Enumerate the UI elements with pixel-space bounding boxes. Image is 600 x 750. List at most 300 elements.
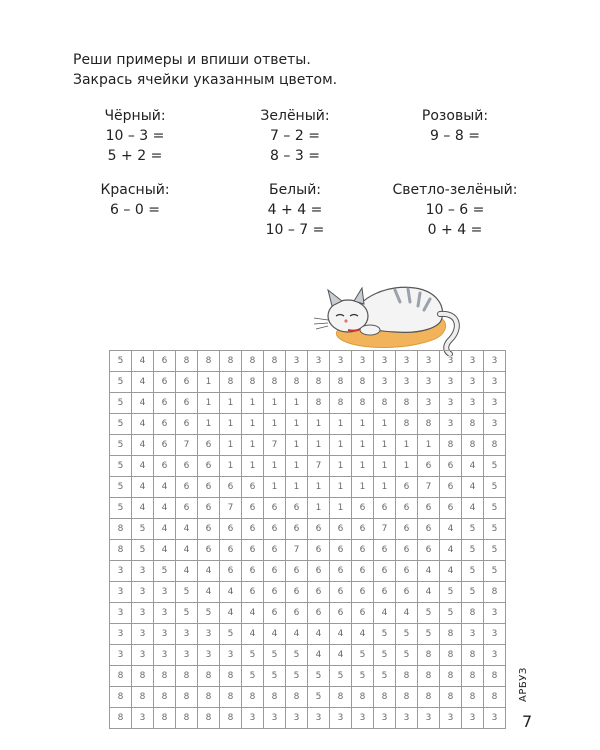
grid-cell[interactable]: 4 bbox=[286, 624, 308, 645]
grid-cell[interactable]: 3 bbox=[418, 708, 440, 729]
grid-cell[interactable]: 4 bbox=[462, 477, 484, 498]
grid-cell[interactable]: 6 bbox=[396, 477, 418, 498]
grid-cell[interactable]: 3 bbox=[374, 708, 396, 729]
grid-cell[interactable]: 6 bbox=[286, 519, 308, 540]
grid-cell[interactable]: 3 bbox=[264, 708, 286, 729]
grid-cell[interactable]: 5 bbox=[484, 498, 506, 519]
grid-cell[interactable]: 5 bbox=[374, 624, 396, 645]
grid-cell[interactable]: 5 bbox=[308, 687, 330, 708]
grid-cell[interactable]: 8 bbox=[198, 351, 220, 372]
grid-cell[interactable]: 6 bbox=[220, 519, 242, 540]
grid-cell[interactable]: 5 bbox=[110, 372, 132, 393]
grid-cell[interactable]: 4 bbox=[176, 540, 198, 561]
grid-cell[interactable]: 1 bbox=[242, 456, 264, 477]
grid-cell[interactable]: 4 bbox=[330, 645, 352, 666]
grid-cell[interactable]: 5 bbox=[220, 624, 242, 645]
grid-cell[interactable]: 3 bbox=[462, 393, 484, 414]
grid-cell[interactable]: 3 bbox=[286, 708, 308, 729]
grid-cell[interactable]: 4 bbox=[154, 540, 176, 561]
grid-cell[interactable]: 8 bbox=[396, 414, 418, 435]
grid-cell[interactable]: 6 bbox=[198, 435, 220, 456]
grid-cell[interactable]: 6 bbox=[352, 561, 374, 582]
grid-cell[interactable]: 4 bbox=[242, 603, 264, 624]
grid-cell[interactable]: 1 bbox=[330, 456, 352, 477]
grid-cell[interactable]: 6 bbox=[308, 540, 330, 561]
grid-cell[interactable]: 4 bbox=[176, 561, 198, 582]
grid-cell[interactable]: 6 bbox=[374, 582, 396, 603]
grid-cell[interactable]: 1 bbox=[286, 456, 308, 477]
grid-cell[interactable]: 6 bbox=[220, 561, 242, 582]
grid-cell[interactable]: 8 bbox=[242, 687, 264, 708]
grid-cell[interactable]: 5 bbox=[484, 540, 506, 561]
grid-cell[interactable]: 5 bbox=[286, 666, 308, 687]
grid-cell[interactable]: 4 bbox=[462, 456, 484, 477]
grid-cell[interactable]: 5 bbox=[198, 603, 220, 624]
grid-cell[interactable]: 4 bbox=[220, 582, 242, 603]
grid-cell[interactable]: 6 bbox=[286, 603, 308, 624]
grid-cell[interactable]: 8 bbox=[220, 372, 242, 393]
grid-cell[interactable]: 8 bbox=[242, 372, 264, 393]
grid-cell[interactable]: 5 bbox=[110, 393, 132, 414]
grid-cell[interactable]: 3 bbox=[110, 561, 132, 582]
grid-cell[interactable]: 7 bbox=[264, 435, 286, 456]
grid-cell[interactable]: 3 bbox=[132, 603, 154, 624]
grid-cell[interactable]: 1 bbox=[198, 393, 220, 414]
grid-cell[interactable]: 6 bbox=[264, 540, 286, 561]
grid-cell[interactable]: 3 bbox=[418, 351, 440, 372]
grid-cell[interactable]: 3 bbox=[462, 624, 484, 645]
grid-cell[interactable]: 6 bbox=[176, 372, 198, 393]
grid-cell[interactable]: 5 bbox=[440, 582, 462, 603]
grid-cell[interactable]: 6 bbox=[330, 582, 352, 603]
grid-cell[interactable]: 3 bbox=[132, 624, 154, 645]
grid-cell[interactable]: 1 bbox=[418, 435, 440, 456]
grid-cell[interactable]: 8 bbox=[154, 708, 176, 729]
grid-cell[interactable]: 4 bbox=[440, 540, 462, 561]
grid-cell[interactable]: 6 bbox=[330, 561, 352, 582]
grid-cell[interactable]: 3 bbox=[110, 624, 132, 645]
grid-cell[interactable]: 8 bbox=[330, 372, 352, 393]
grid-cell[interactable]: 1 bbox=[198, 414, 220, 435]
grid-cell[interactable]: 4 bbox=[418, 582, 440, 603]
grid-cell[interactable]: 1 bbox=[330, 435, 352, 456]
grid-cell[interactable]: 3 bbox=[462, 708, 484, 729]
grid-cell[interactable]: 8 bbox=[462, 645, 484, 666]
grid-cell[interactable]: 5 bbox=[110, 351, 132, 372]
grid-cell[interactable]: 3 bbox=[462, 351, 484, 372]
grid-cell[interactable]: 8 bbox=[264, 687, 286, 708]
grid-cell[interactable]: 8 bbox=[132, 666, 154, 687]
grid-cell[interactable]: 1 bbox=[220, 414, 242, 435]
grid-cell[interactable]: 1 bbox=[220, 435, 242, 456]
grid-cell[interactable]: 1 bbox=[286, 393, 308, 414]
grid-cell[interactable]: 6 bbox=[440, 498, 462, 519]
grid-cell[interactable]: 5 bbox=[462, 540, 484, 561]
grid-cell[interactable]: 8 bbox=[352, 393, 374, 414]
grid-cell[interactable]: 8 bbox=[462, 435, 484, 456]
grid-cell[interactable]: 3 bbox=[110, 603, 132, 624]
grid-cell[interactable]: 1 bbox=[352, 456, 374, 477]
grid-cell[interactable]: 4 bbox=[132, 435, 154, 456]
grid-cell[interactable]: 5 bbox=[110, 477, 132, 498]
grid-cell[interactable]: 6 bbox=[198, 519, 220, 540]
grid-cell[interactable]: 3 bbox=[484, 372, 506, 393]
grid-cell[interactable]: 3 bbox=[176, 624, 198, 645]
grid-cell[interactable]: 3 bbox=[154, 624, 176, 645]
grid-cell[interactable]: 6 bbox=[374, 561, 396, 582]
grid-cell[interactable]: 1 bbox=[242, 435, 264, 456]
grid-cell[interactable]: 8 bbox=[154, 666, 176, 687]
grid-cell[interactable]: 3 bbox=[374, 351, 396, 372]
grid-cell[interactable]: 3 bbox=[110, 645, 132, 666]
grid-cell[interactable]: 1 bbox=[198, 372, 220, 393]
grid-cell[interactable]: 5 bbox=[110, 456, 132, 477]
grid-cell[interactable]: 6 bbox=[242, 561, 264, 582]
grid-cell[interactable]: 8 bbox=[110, 519, 132, 540]
grid-cell[interactable]: 3 bbox=[484, 414, 506, 435]
grid-cell[interactable]: 1 bbox=[330, 414, 352, 435]
grid-cell[interactable]: 1 bbox=[242, 393, 264, 414]
grid-cell[interactable]: 4 bbox=[176, 519, 198, 540]
grid-cell[interactable]: 4 bbox=[154, 477, 176, 498]
grid-cell[interactable]: 3 bbox=[176, 645, 198, 666]
grid-cell[interactable]: 8 bbox=[396, 687, 418, 708]
grid-cell[interactable]: 3 bbox=[132, 708, 154, 729]
grid-cell[interactable]: 6 bbox=[154, 393, 176, 414]
grid-cell[interactable]: 4 bbox=[132, 456, 154, 477]
grid-cell[interactable]: 3 bbox=[154, 582, 176, 603]
grid-cell[interactable]: 8 bbox=[110, 666, 132, 687]
grid-cell[interactable]: 5 bbox=[374, 645, 396, 666]
grid-cell[interactable]: 3 bbox=[352, 708, 374, 729]
grid-cell[interactable]: 4 bbox=[396, 603, 418, 624]
grid-cell[interactable]: 5 bbox=[176, 603, 198, 624]
grid-cell[interactable]: 6 bbox=[352, 582, 374, 603]
grid-cell[interactable]: 4 bbox=[154, 498, 176, 519]
grid-cell[interactable]: 5 bbox=[286, 645, 308, 666]
grid-cell[interactable]: 8 bbox=[176, 708, 198, 729]
grid-cell[interactable]: 1 bbox=[264, 393, 286, 414]
grid-cell[interactable]: 5 bbox=[396, 645, 418, 666]
grid-cell[interactable]: 8 bbox=[440, 624, 462, 645]
grid-cell[interactable]: 8 bbox=[110, 708, 132, 729]
grid-cell[interactable]: 3 bbox=[484, 393, 506, 414]
grid-cell[interactable]: 6 bbox=[440, 456, 462, 477]
grid-cell[interactable]: 3 bbox=[396, 351, 418, 372]
grid-cell[interactable]: 3 bbox=[308, 708, 330, 729]
grid-cell[interactable]: 3 bbox=[418, 372, 440, 393]
grid-cell[interactable]: 6 bbox=[396, 582, 418, 603]
grid-cell[interactable]: 6 bbox=[220, 477, 242, 498]
grid-cell[interactable]: 3 bbox=[484, 624, 506, 645]
grid-cell[interactable]: 6 bbox=[286, 561, 308, 582]
grid-cell[interactable]: 4 bbox=[132, 498, 154, 519]
grid-cell[interactable]: 6 bbox=[330, 519, 352, 540]
grid-cell[interactable]: 5 bbox=[418, 624, 440, 645]
grid-cell[interactable]: 8 bbox=[418, 666, 440, 687]
grid-cell[interactable]: 8 bbox=[110, 687, 132, 708]
grid-cell[interactable]: 8 bbox=[154, 687, 176, 708]
grid-cell[interactable]: 8 bbox=[352, 687, 374, 708]
grid-cell[interactable]: 8 bbox=[198, 708, 220, 729]
grid-cell[interactable]: 8 bbox=[462, 603, 484, 624]
grid-cell[interactable]: 4 bbox=[462, 498, 484, 519]
grid-cell[interactable]: 5 bbox=[484, 519, 506, 540]
grid-cell[interactable]: 3 bbox=[396, 372, 418, 393]
grid-cell[interactable]: 7 bbox=[286, 540, 308, 561]
grid-cell[interactable]: 6 bbox=[176, 456, 198, 477]
grid-cell[interactable]: 4 bbox=[132, 372, 154, 393]
grid-cell[interactable]: 8 bbox=[176, 687, 198, 708]
grid-cell[interactable]: 4 bbox=[220, 603, 242, 624]
grid-cell[interactable]: 6 bbox=[198, 540, 220, 561]
grid-cell[interactable]: 3 bbox=[330, 708, 352, 729]
grid-cell[interactable]: 1 bbox=[352, 414, 374, 435]
grid-cell[interactable]: 3 bbox=[418, 393, 440, 414]
grid-cell[interactable]: 8 bbox=[242, 351, 264, 372]
grid-cell[interactable]: 6 bbox=[352, 603, 374, 624]
grid-cell[interactable]: 5 bbox=[132, 519, 154, 540]
grid-cell[interactable]: 3 bbox=[484, 351, 506, 372]
grid-cell[interactable]: 7 bbox=[374, 519, 396, 540]
grid-cell[interactable]: 1 bbox=[286, 477, 308, 498]
grid-cell[interactable]: 1 bbox=[264, 456, 286, 477]
grid-cell[interactable]: 6 bbox=[396, 540, 418, 561]
grid-cell[interactable]: 8 bbox=[220, 351, 242, 372]
grid-cell[interactable]: 3 bbox=[440, 393, 462, 414]
grid-cell[interactable]: 8 bbox=[484, 435, 506, 456]
grid-cell[interactable]: 6 bbox=[418, 456, 440, 477]
grid-cell[interactable]: 8 bbox=[264, 351, 286, 372]
grid-cell[interactable]: 8 bbox=[176, 666, 198, 687]
grid-cell[interactable]: 5 bbox=[176, 582, 198, 603]
grid-cell[interactable]: 8 bbox=[330, 687, 352, 708]
grid-cell[interactable]: 6 bbox=[242, 498, 264, 519]
grid-cell[interactable]: 6 bbox=[286, 582, 308, 603]
grid-cell[interactable]: 6 bbox=[286, 498, 308, 519]
grid-cell[interactable]: 1 bbox=[308, 435, 330, 456]
grid-cell[interactable]: 6 bbox=[198, 498, 220, 519]
grid-cell[interactable]: 8 bbox=[308, 393, 330, 414]
grid-cell[interactable]: 3 bbox=[484, 708, 506, 729]
grid-cell[interactable]: 3 bbox=[462, 372, 484, 393]
grid-cell[interactable]: 6 bbox=[242, 477, 264, 498]
grid-cell[interactable]: 1 bbox=[220, 456, 242, 477]
grid-cell[interactable]: 3 bbox=[396, 708, 418, 729]
grid-cell[interactable]: 8 bbox=[374, 687, 396, 708]
grid-cell[interactable]: 3 bbox=[154, 645, 176, 666]
grid-cell[interactable]: 3 bbox=[220, 645, 242, 666]
grid-cell[interactable]: 1 bbox=[308, 477, 330, 498]
grid-cell[interactable]: 3 bbox=[286, 351, 308, 372]
grid-cell[interactable]: 4 bbox=[132, 393, 154, 414]
grid-cell[interactable]: 4 bbox=[440, 519, 462, 540]
grid-cell[interactable]: 1 bbox=[352, 435, 374, 456]
grid-cell[interactable]: 5 bbox=[264, 645, 286, 666]
grid-cell[interactable]: 8 bbox=[308, 372, 330, 393]
grid-cell[interactable]: 5 bbox=[484, 477, 506, 498]
grid-cell[interactable]: 6 bbox=[220, 540, 242, 561]
grid-cell[interactable]: 5 bbox=[440, 603, 462, 624]
grid-cell[interactable]: 5 bbox=[110, 414, 132, 435]
grid-cell[interactable]: 8 bbox=[198, 666, 220, 687]
grid-cell[interactable]: 8 bbox=[484, 582, 506, 603]
grid-cell[interactable]: 3 bbox=[440, 372, 462, 393]
grid-cell[interactable]: 6 bbox=[418, 540, 440, 561]
grid-cell[interactable]: 3 bbox=[484, 645, 506, 666]
grid-cell[interactable]: 8 bbox=[374, 393, 396, 414]
grid-cell[interactable]: 8 bbox=[440, 687, 462, 708]
grid-cell[interactable]: 6 bbox=[242, 582, 264, 603]
grid-cell[interactable]: 6 bbox=[176, 498, 198, 519]
grid-cell[interactable]: 8 bbox=[462, 666, 484, 687]
grid-cell[interactable]: 1 bbox=[286, 435, 308, 456]
grid-cell[interactable]: 8 bbox=[462, 687, 484, 708]
grid-cell[interactable]: 5 bbox=[418, 603, 440, 624]
grid-cell[interactable]: 6 bbox=[308, 519, 330, 540]
grid-cell[interactable]: 3 bbox=[242, 708, 264, 729]
grid-cell[interactable]: 6 bbox=[396, 519, 418, 540]
grid-cell[interactable]: 6 bbox=[154, 414, 176, 435]
grid-cell[interactable]: 5 bbox=[110, 435, 132, 456]
grid-cell[interactable]: 4 bbox=[308, 624, 330, 645]
grid-cell[interactable]: 4 bbox=[352, 624, 374, 645]
grid-cell[interactable]: 8 bbox=[484, 666, 506, 687]
grid-cell[interactable]: 8 bbox=[396, 666, 418, 687]
grid-cell[interactable]: 1 bbox=[374, 414, 396, 435]
grid-cell[interactable]: 6 bbox=[374, 498, 396, 519]
grid-cell[interactable]: 8 bbox=[462, 414, 484, 435]
grid-cell[interactable]: 6 bbox=[242, 519, 264, 540]
grid-cell[interactable]: 3 bbox=[154, 603, 176, 624]
grid-cell[interactable]: 8 bbox=[176, 351, 198, 372]
grid-cell[interactable]: 4 bbox=[242, 624, 264, 645]
grid-cell[interactable]: 8 bbox=[418, 687, 440, 708]
grid-cell[interactable]: 7 bbox=[418, 477, 440, 498]
grid-cell[interactable]: 5 bbox=[352, 645, 374, 666]
grid-cell[interactable]: 8 bbox=[110, 540, 132, 561]
grid-cell[interactable]: 8 bbox=[220, 666, 242, 687]
grid-cell[interactable]: 5 bbox=[242, 645, 264, 666]
grid-cell[interactable]: 3 bbox=[198, 624, 220, 645]
grid-cell[interactable]: 6 bbox=[264, 582, 286, 603]
grid-cell[interactable]: 6 bbox=[330, 540, 352, 561]
grid-cell[interactable]: 6 bbox=[352, 540, 374, 561]
grid-cell[interactable]: 5 bbox=[154, 561, 176, 582]
grid-cell[interactable]: 6 bbox=[308, 582, 330, 603]
grid-cell[interactable]: 8 bbox=[440, 435, 462, 456]
grid-cell[interactable]: 6 bbox=[374, 540, 396, 561]
grid-cell[interactable]: 7 bbox=[176, 435, 198, 456]
grid-cell[interactable]: 6 bbox=[396, 498, 418, 519]
grid-cell[interactable]: 6 bbox=[352, 519, 374, 540]
grid-cell[interactable]: 8 bbox=[220, 708, 242, 729]
grid-cell[interactable]: 4 bbox=[198, 582, 220, 603]
grid-cell[interactable]: 1 bbox=[330, 477, 352, 498]
grid-cell[interactable]: 6 bbox=[264, 561, 286, 582]
grid-cell[interactable]: 6 bbox=[264, 603, 286, 624]
grid-cell[interactable]: 8 bbox=[264, 372, 286, 393]
grid-cell[interactable]: 5 bbox=[264, 666, 286, 687]
grid-cell[interactable]: 6 bbox=[176, 477, 198, 498]
grid-cell[interactable]: 4 bbox=[132, 414, 154, 435]
grid-cell[interactable]: 8 bbox=[330, 393, 352, 414]
grid-cell[interactable]: 4 bbox=[264, 624, 286, 645]
grid-cell[interactable]: 3 bbox=[352, 351, 374, 372]
grid-cell[interactable]: 5 bbox=[330, 666, 352, 687]
grid-cell[interactable]: 4 bbox=[132, 477, 154, 498]
grid-cell[interactable]: 8 bbox=[220, 687, 242, 708]
grid-cell[interactable]: 6 bbox=[154, 372, 176, 393]
grid-cell[interactable]: 3 bbox=[132, 561, 154, 582]
grid-cell[interactable]: 6 bbox=[242, 540, 264, 561]
grid-cell[interactable]: 1 bbox=[242, 414, 264, 435]
grid-cell[interactable]: 3 bbox=[132, 582, 154, 603]
grid-cell[interactable]: 3 bbox=[374, 372, 396, 393]
grid-cell[interactable]: 4 bbox=[154, 519, 176, 540]
grid-cell[interactable]: 8 bbox=[198, 687, 220, 708]
grid-cell[interactable]: 8 bbox=[396, 393, 418, 414]
grid-cell[interactable]: 3 bbox=[440, 414, 462, 435]
grid-cell[interactable]: 8 bbox=[440, 666, 462, 687]
grid-cell[interactable]: 5 bbox=[462, 561, 484, 582]
grid-cell[interactable]: 8 bbox=[418, 645, 440, 666]
grid-cell[interactable]: 4 bbox=[132, 351, 154, 372]
grid-cell[interactable]: 6 bbox=[198, 477, 220, 498]
grid-cell[interactable]: 8 bbox=[484, 687, 506, 708]
grid-cell[interactable]: 5 bbox=[374, 666, 396, 687]
grid-cell[interactable]: 6 bbox=[264, 498, 286, 519]
grid-cell[interactable]: 5 bbox=[132, 540, 154, 561]
grid-cell[interactable]: 6 bbox=[396, 561, 418, 582]
grid-cell[interactable]: 7 bbox=[308, 456, 330, 477]
grid-cell[interactable]: 1 bbox=[374, 477, 396, 498]
grid-cell[interactable]: 1 bbox=[374, 435, 396, 456]
grid-cell[interactable]: 6 bbox=[176, 393, 198, 414]
grid-cell[interactable]: 5 bbox=[110, 498, 132, 519]
grid-cell[interactable]: 4 bbox=[330, 624, 352, 645]
grid-cell[interactable]: 1 bbox=[286, 414, 308, 435]
grid-cell[interactable]: 8 bbox=[132, 687, 154, 708]
grid-cell[interactable]: 4 bbox=[440, 561, 462, 582]
grid-cell[interactable]: 8 bbox=[352, 372, 374, 393]
grid-cell[interactable]: 6 bbox=[418, 498, 440, 519]
grid-cell[interactable]: 5 bbox=[352, 666, 374, 687]
grid-cell[interactable]: 5 bbox=[484, 561, 506, 582]
grid-cell[interactable]: 5 bbox=[396, 624, 418, 645]
grid-cell[interactable]: 1 bbox=[330, 498, 352, 519]
grid-cell[interactable]: 7 bbox=[220, 498, 242, 519]
grid-cell[interactable]: 5 bbox=[484, 456, 506, 477]
grid-cell[interactable]: 6 bbox=[352, 498, 374, 519]
grid-cell[interactable]: 6 bbox=[308, 561, 330, 582]
grid-cell[interactable]: 1 bbox=[396, 456, 418, 477]
grid-cell[interactable]: 3 bbox=[484, 603, 506, 624]
grid-cell[interactable]: 3 bbox=[198, 645, 220, 666]
grid-cell[interactable]: 1 bbox=[396, 435, 418, 456]
grid-cell[interactable]: 4 bbox=[198, 561, 220, 582]
grid-cell[interactable]: 1 bbox=[264, 414, 286, 435]
grid-cell[interactable]: 1 bbox=[374, 456, 396, 477]
grid-cell[interactable]: 1 bbox=[308, 498, 330, 519]
grid-cell[interactable]: 8 bbox=[440, 645, 462, 666]
grid-cell[interactable]: 8 bbox=[286, 687, 308, 708]
grid-cell[interactable]: 8 bbox=[418, 414, 440, 435]
grid-cell[interactable]: 3 bbox=[330, 351, 352, 372]
grid-cell[interactable]: 6 bbox=[176, 414, 198, 435]
grid-cell[interactable]: 6 bbox=[418, 519, 440, 540]
grid-cell[interactable]: 3 bbox=[110, 582, 132, 603]
